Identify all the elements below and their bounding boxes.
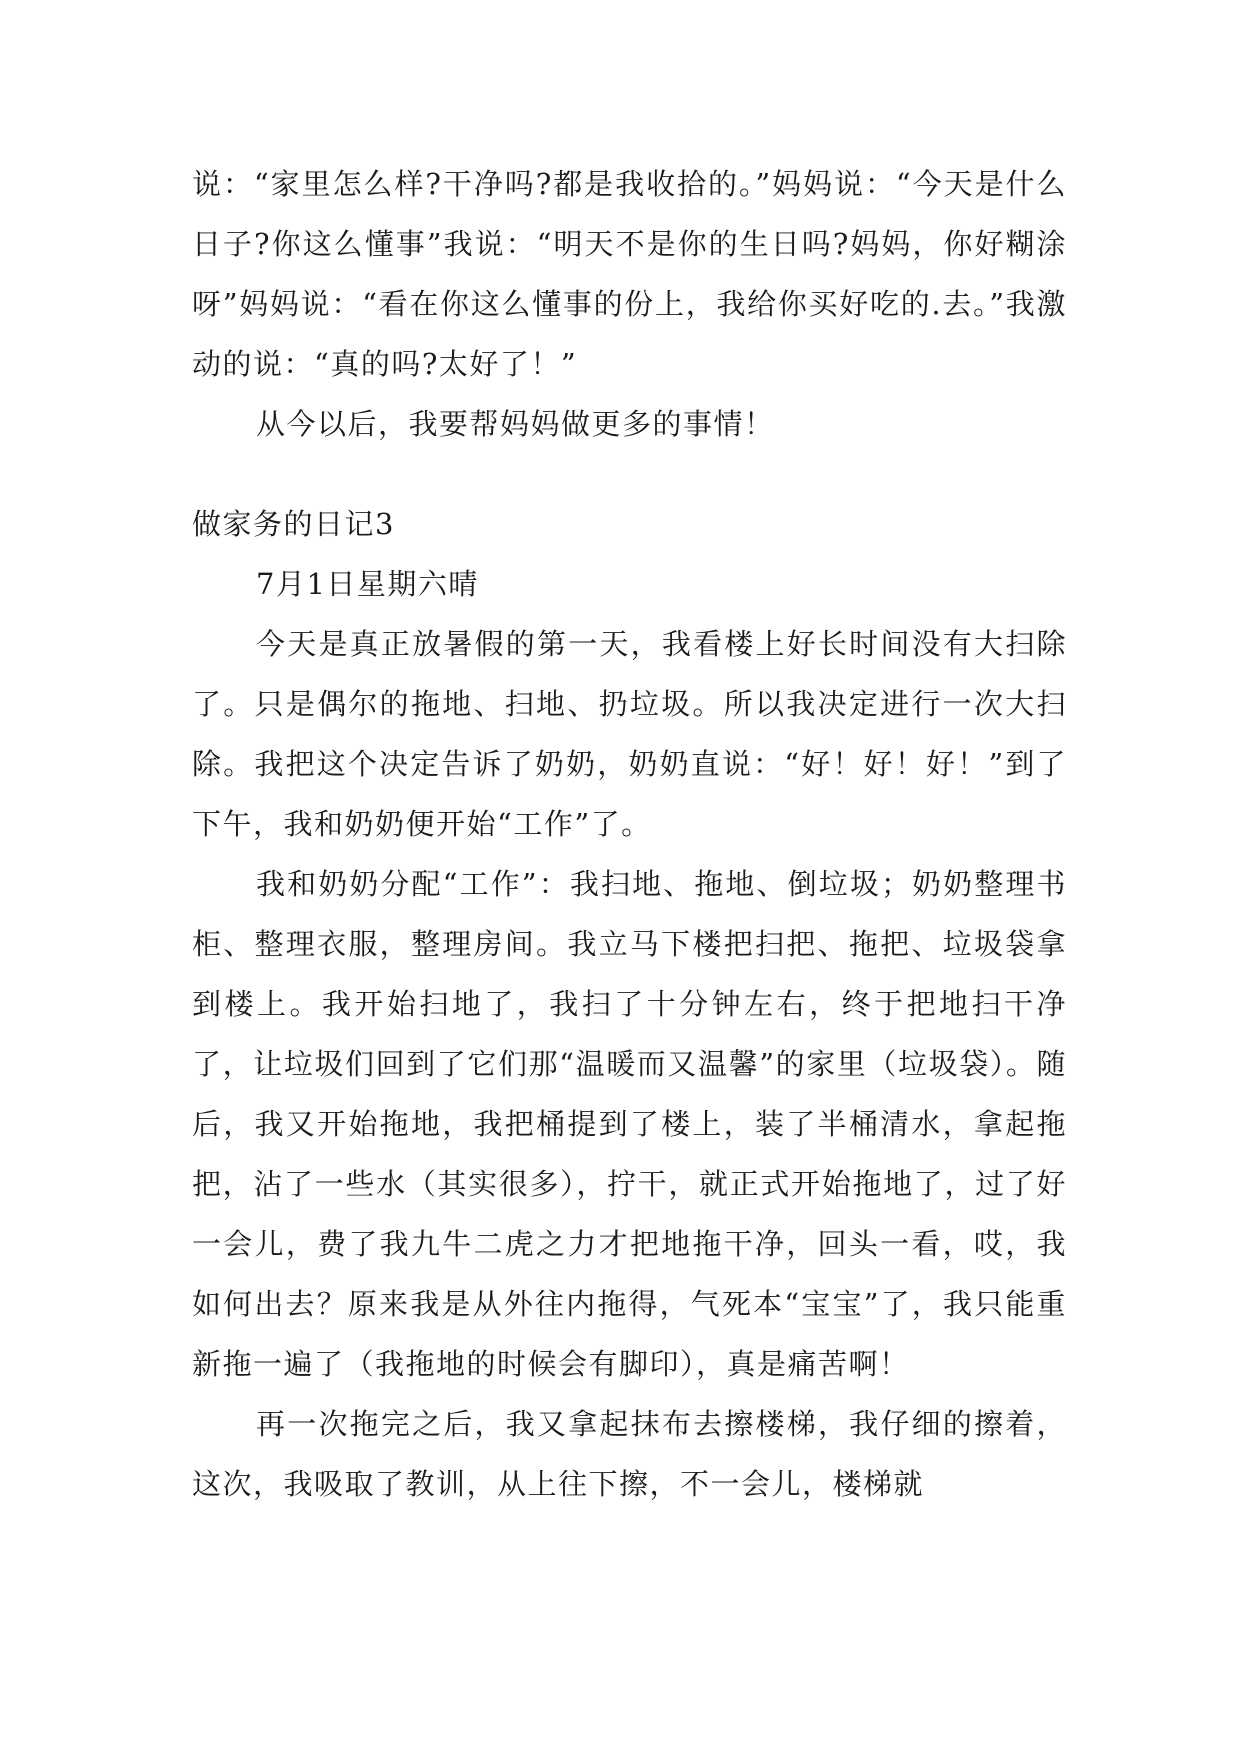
paragraph: 我和奶奶分配“工作”：我扫地、拖地、倒垃圾；奶奶整理书柜、整理衣服，整理房间。我立马下楼把扫把、拖把、垃圾袋拿到楼上。我开始扫地了，我扫了十分钟左右，终于把地扫干净了，让垃圾们回到了它们那“温暖而又温馨”的家里（垃圾袋）。随后，我又开始拖地，我把桶提到了楼上，装了半桶清水，拿起拖把，沾了一些水（其实很多），拧干，就正式开始拖地了，过了好一会儿，费了我九牛二虎之力才把地拖干净，回头一看，哎，我如何出去？原来我是从外往内拖得，气死本“宝宝”了，我只能重新拖一遍了（我拖地的时候会有脚印），真是痛苦啊！ (192, 867, 1067, 1381)
date-line: 7月1日星期六晴 (256, 567, 479, 601)
document-body (192, 154, 1067, 1514)
paragraph: 再一次拖完之后，我又拿起抹布去擦楼梯，我仔细的擦着，这次，我吸取了教训，从上往下擦，不一会儿，楼梯就 (192, 1407, 1067, 1501)
section-heading: 做家务的日记3 (192, 507, 395, 541)
paragraph-closing: 从今以后，我要帮妈妈做更多的事情！ (256, 407, 775, 441)
paragraph: 今天是真正放暑假的第一天，我看楼上好长时间没有大扫除了。只是偶尔的拖地、扫地、扔垃圾。所以我决定进行一次大扫除。我把这个决定告诉了奶奶，奶奶直说：“好！好！好！”到了下午，我和奶奶便开始“工作”了。 (192, 627, 1067, 841)
paragraph-continued: 说：“家里怎么样?干净吗?都是我收拾的。”妈妈说：“今天是什么日子?你这么懂事”我说：“明天不是你的生日吗?妈妈，你好糊涂呀”妈妈说：“看在你这么懂事的份上，我给你买好吃的.去。”我激动的说：“真的吗?太好了！” (192, 167, 1067, 381)
